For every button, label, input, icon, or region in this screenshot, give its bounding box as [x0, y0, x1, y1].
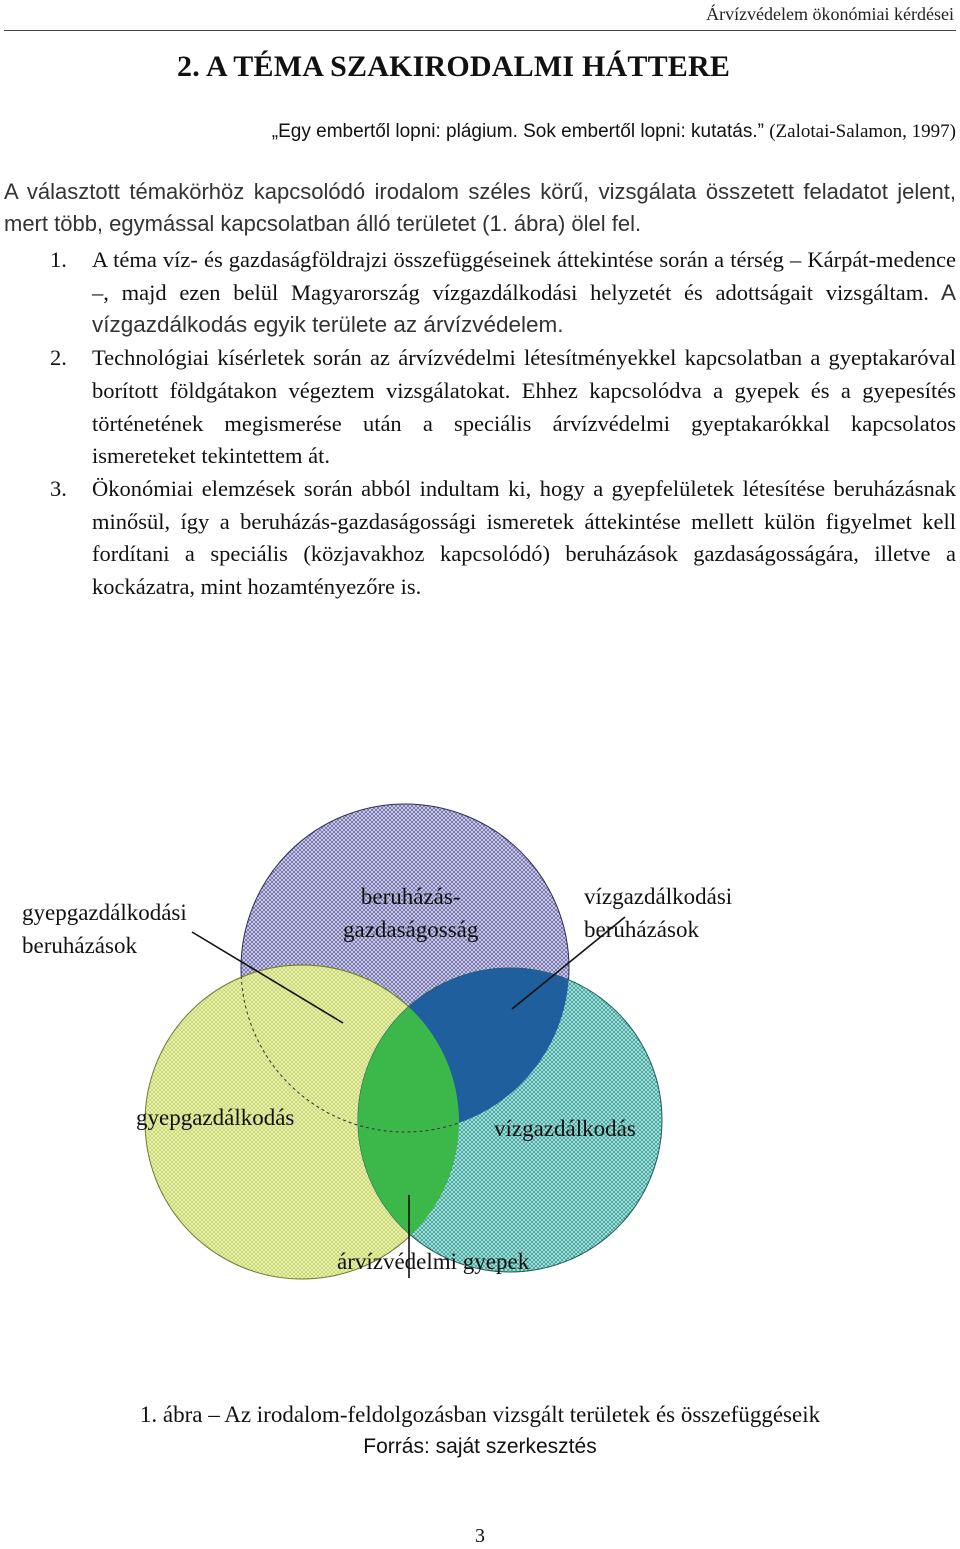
- label-arvizvedelmi-gyepek: árvízvédelmi gyepek: [337, 1249, 530, 1274]
- figure-caption: [0, 1399, 960, 1463]
- label-line: beruházások: [22, 933, 137, 958]
- motto-quote: „Egy embertől lopni: plágium. Sok embertől lopni: kutatás.”: [271, 121, 764, 142]
- label-vizgazdalkodas: vízgazdálkodás: [494, 1116, 636, 1141]
- list-item-text: Technológiai kísérletek során az árvízvédelmi létesítményekkel kapcsolatban a gyeptakaróval borított földgátakon végeztem vizsgálatokat. Ehhez kapcsolódva a gyepek és a gyepesítés történetének megismerése után a speciális árvízvédelmi gyeptakarókkal kapcsolatos ismereteket tekintettem át.: [92, 345, 956, 469]
- label-line: vízgazdálkodási: [584, 884, 733, 909]
- page-number: 3: [475, 1525, 485, 1547]
- numbered-list: [50, 244, 956, 604]
- header-divider: [4, 30, 956, 31]
- list-item-text: A téma víz- és gazdaságföldrajzi összefüggéseinek áttekintése során a térség – Kárpát-medence –, majd ezen belül Magyarország vízgazdálkodási helyzetét és adottságait vizsgáltam.: [92, 247, 956, 305]
- motto-source: (Zalotai-Salamon, 1997): [769, 121, 956, 142]
- list-item: [50, 342, 956, 473]
- intro-paragraph: A választott témakörhöz kapcsolódó irodalom széles körű, vizsgálata összetett feladatot jelent, mert több, egymással kapcsolatban álló területet (1. ábra) ölel fel.: [4, 179, 956, 236]
- caption-source: Forrás: saját szerkesztés: [363, 1435, 597, 1458]
- label-line: gazdaságosság: [343, 917, 479, 942]
- list-item-text-sans: A vízgazdálkodás egyik területe az árvízvédelem.: [92, 279, 956, 338]
- list-item: [50, 473, 956, 604]
- motto: [272, 121, 956, 143]
- caption-title: 1. ábra – Az irodalom-feldolgozásban vizsgált területek és összefüggéseik: [139, 1402, 821, 1427]
- chapter-title: 2. A TÉMA SZAKIRODALMI HÁTTERE: [177, 50, 731, 83]
- list-item-number: 2.: [50, 345, 67, 371]
- label-line: beruházások: [584, 917, 699, 942]
- label-vizgazdalkodasi-beruhazasok: [584, 880, 732, 946]
- label-beruhazas-gazdasagossag: [343, 880, 478, 946]
- list-item-number: 1.: [50, 247, 67, 272]
- list-item: [50, 244, 956, 342]
- label-gyepgazdalkodas: gyepgazdálkodás: [136, 1105, 295, 1130]
- label-line: beruházás-: [360, 884, 461, 909]
- label-line: gyepgazdálkodási: [22, 900, 187, 925]
- list-item-number: 3.: [50, 475, 67, 501]
- list-item-text: Ökonómiai elemzések során abból indultam ki, hogy a gyepfelületek létesítése beruházásnak minősül, így a beruházás-gazdaságossági ismeretek áttekintése mellett külön figyelmet kell fordítani a speciális (közjavakhoz kapcsolódó) beruházások gazdaságosságára, illetve a kockázatra, mint hozamtényezőre is.: [92, 475, 956, 600]
- running-header: Árvízvédelem ökonómiai kérdései: [706, 4, 954, 24]
- label-gyepgazdalkodasi-beruhazasok: [22, 896, 187, 962]
